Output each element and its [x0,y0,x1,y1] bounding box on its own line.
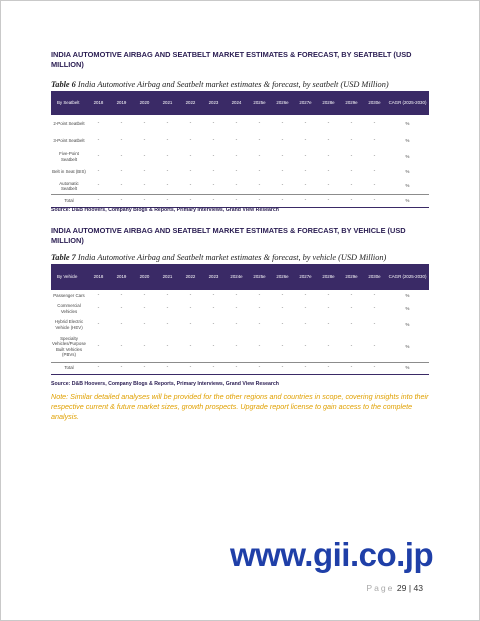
cagr-cell: % [405,343,410,349]
value-cell: - [271,194,294,207]
value-cell: - [340,362,363,374]
page-footer [366,583,423,594]
column-header-year: 2022 [179,91,202,115]
value-cell: - [166,305,169,312]
column-header-year: 2030e [363,264,386,290]
cagr-cell: % [386,362,429,374]
value-cell: - [166,292,169,299]
row-label: Belt in Seat (BIS) [52,168,86,174]
source-note-seatbelt: Source: D&B Hoovers, Company Blogs & Reports, Primary Interviews, Grand View Research [51,207,279,213]
row-label: Total [51,362,87,374]
table-caption-text: India Automotive Airbag and Seatbelt market estimates & forecast, by seatbelt (USD Million) [75,80,389,89]
value-cell: - [212,292,215,299]
value-cell: - [110,362,133,374]
value-cell: - [225,194,248,207]
column-header-year: 2021 [156,91,179,115]
value-cell: - [235,152,238,159]
table-caption-text: India Automotive Airbag and Seatbelt market estimates & forecast, by vehicle (USD Million) [75,253,387,262]
value-cell: - [97,342,100,349]
table-row [51,149,429,164]
value-cell: - [373,182,376,189]
value-cell: - [212,320,215,327]
value-cell: - [281,320,284,327]
value-cell: - [166,120,169,127]
column-header-year: 2022 [179,264,202,290]
value-cell: - [179,194,202,207]
gii-watermark-logo: www.gii.co.jp [230,536,434,573]
table-row [51,132,429,149]
value-cell: - [281,305,284,312]
column-header-year: 2018 [87,91,110,115]
column-header-year: 2026e [271,264,294,290]
value-cell: - [166,342,169,349]
value-cell: - [189,136,192,143]
value-cell: - [235,167,238,174]
total-pages: 43 [413,583,423,593]
value-cell: - [235,292,238,299]
value-cell: - [120,152,123,159]
value-cell: - [120,305,123,312]
value-cell: - [133,362,156,374]
value-cell: - [350,320,353,327]
value-cell: - [258,320,261,327]
table-row [51,179,429,194]
table-number: Table 6 [51,80,76,89]
value-cell: - [363,362,386,374]
value-cell: - [304,342,307,349]
value-cell: - [143,182,146,189]
value-cell: - [189,305,192,312]
value-cell: - [304,136,307,143]
column-header-segment: By Seatbelt [51,91,87,115]
value-cell: - [258,136,261,143]
value-cell: - [327,152,330,159]
value-cell: - [120,320,123,327]
column-header-year: 2027e [294,264,317,290]
value-cell: - [97,136,100,143]
row-label: Commercial Vehicles [57,303,81,314]
value-cell: - [304,152,307,159]
column-header-year: 2020 [133,91,156,115]
value-cell: - [120,342,123,349]
value-cell: - [143,152,146,159]
column-header-year: 2024 [225,91,248,115]
table-number: Table 7 [51,253,76,262]
table-total-row [51,194,429,207]
value-cell: - [235,342,238,349]
column-header-year: 2026e [271,91,294,115]
row-label: Five-Point Seatbelt [59,150,79,162]
column-header-year: 2023 [202,91,225,115]
table-row [51,332,429,362]
page-separator: | [408,583,412,593]
value-cell: - [340,194,363,207]
cagr-cell: % [386,194,429,207]
value-cell: - [97,292,100,299]
column-header-year: 2019 [110,264,133,290]
value-cell: - [281,342,284,349]
column-header-year: 2019 [110,91,133,115]
row-label: Passenger Cars [53,293,85,299]
value-cell: - [166,182,169,189]
value-cell: - [350,136,353,143]
value-cell: - [258,120,261,127]
value-cell: - [258,305,261,312]
column-header-cagr: CAGR (2025-2030) [386,91,429,115]
value-cell: - [212,305,215,312]
value-cell: - [373,152,376,159]
column-header-year: 2024e [225,264,248,290]
value-cell: - [166,167,169,174]
vehicle-estimates-table [51,264,429,375]
upgrade-license-note: Note: Similar detailed analyses will be provided for the other regions and countries in scope, covering insights into their respective current & future market sizes, growth prospects. Upgrade report license to gain access to the complete analysis. [51,392,429,422]
value-cell: - [189,292,192,299]
column-header-year: 2021 [156,264,179,290]
column-header-year: 2029e [340,91,363,115]
table-row [51,317,429,332]
value-cell: - [304,120,307,127]
value-cell: - [327,292,330,299]
value-cell: - [350,120,353,127]
value-cell: - [235,182,238,189]
value-cell: - [317,362,340,374]
column-header-year: 2018 [87,264,110,290]
value-cell: - [212,120,215,127]
value-cell: - [350,152,353,159]
table-caption-seatbelt [51,80,446,90]
value-cell: - [143,305,146,312]
value-cell: - [97,152,100,159]
value-cell: - [212,182,215,189]
value-cell: - [258,152,261,159]
value-cell: - [235,320,238,327]
value-cell: - [281,167,284,174]
column-header-year: 2027e [294,91,317,115]
value-cell: - [225,362,248,374]
value-cell: - [327,320,330,327]
value-cell: - [327,305,330,312]
value-cell: - [281,136,284,143]
value-cell: - [143,320,146,327]
value-cell: - [294,194,317,207]
value-cell: - [212,136,215,143]
value-cell: - [363,194,386,207]
value-cell: - [281,292,284,299]
value-cell: - [166,320,169,327]
value-cell: - [373,167,376,174]
value-cell: - [281,182,284,189]
value-cell: - [143,120,146,127]
value-cell: - [133,194,156,207]
value-cell: - [202,194,225,207]
cagr-cell: % [405,183,410,189]
value-cell: - [97,320,100,327]
value-cell: - [189,182,192,189]
value-cell: - [143,292,146,299]
value-cell: - [156,362,179,374]
value-cell: - [212,342,215,349]
section-heading-vehicle: INDIA AUTOMOTIVE AIRBAG AND SEATBELT MARKET ESTIMATES & FORECAST, BY VEHICLE (USD MILLION) [51,226,406,245]
value-cell: - [373,320,376,327]
cagr-cell: % [405,153,410,159]
value-cell: - [87,194,110,207]
table-row [51,115,429,132]
column-header-segment: By Vehicle [51,264,87,290]
table-row [51,164,429,179]
value-cell: - [281,152,284,159]
table-row [51,290,429,301]
value-cell: - [258,342,261,349]
value-cell: - [373,136,376,143]
column-header-year: 2020 [133,264,156,290]
value-cell: - [166,136,169,143]
value-cell: - [304,305,307,312]
value-cell: - [189,320,192,327]
column-header-cagr: CAGR (2025-2030) [386,264,429,290]
value-cell: - [235,120,238,127]
value-cell: - [317,194,340,207]
value-cell: - [327,342,330,349]
value-cell: - [97,305,100,312]
value-cell: - [189,167,192,174]
column-header-year: 2029e [340,264,363,290]
column-header-year: 2028e [317,91,340,115]
value-cell: - [350,167,353,174]
seatbelt-estimates-table [51,91,429,208]
value-cell: - [327,136,330,143]
value-cell: - [304,320,307,327]
value-cell: - [202,362,225,374]
table-caption-vehicle [51,253,446,263]
cagr-cell: % [405,137,410,143]
cagr-cell: % [405,121,410,127]
value-cell: - [97,182,100,189]
value-cell: - [97,167,100,174]
value-cell: - [87,362,110,374]
value-cell: - [304,167,307,174]
page-number: 29 [396,583,407,593]
column-header-year: 2030e [363,91,386,115]
value-cell: - [179,362,202,374]
value-cell: - [258,182,261,189]
page-label: Page [366,583,395,593]
value-cell: - [258,292,261,299]
value-cell: - [258,167,261,174]
value-cell: - [143,342,146,349]
value-cell: - [350,182,353,189]
column-header-year: 2028e [317,264,340,290]
row-label: Total [51,194,87,207]
row-label: 3-Point Seatbelt [53,137,85,143]
column-header-year: 2025e [248,264,271,290]
value-cell: - [350,305,353,312]
value-cell: - [235,136,238,143]
value-cell: - [212,167,215,174]
cagr-cell: % [405,168,410,174]
value-cell: - [294,362,317,374]
value-cell: - [373,342,376,349]
value-cell: - [248,194,271,207]
value-cell: - [271,362,294,374]
value-cell: - [327,182,330,189]
cagr-cell: % [405,293,410,299]
row-label: 2-Point Seatbelt [53,121,85,127]
section-heading-seatbelt: INDIA AUTOMOTIVE AIRBAG AND SEATBELT MARKET ESTIMATES & FORECAST, BY SEATBELT (USD MILLION) [51,50,412,69]
column-header-year: 2023 [202,264,225,290]
source-note-vehicle: Source: D&B Hoovers, Company Blogs & Reports, Primary Interviews, Grand View Research [51,381,279,387]
value-cell: - [373,120,376,127]
value-cell: - [189,342,192,349]
value-cell: - [120,292,123,299]
row-label: Specialty Vehicles/Purpose Built Vehicles (PBVs) [52,335,86,358]
value-cell: - [350,292,353,299]
value-cell: - [304,182,307,189]
value-cell: - [110,194,133,207]
value-cell: - [156,194,179,207]
value-cell: - [120,167,123,174]
cagr-cell: % [405,306,410,312]
value-cell: - [373,305,376,312]
value-cell: - [248,362,271,374]
column-header-year: 2025e [248,91,271,115]
value-cell: - [97,120,100,127]
value-cell: - [120,120,123,127]
value-cell: - [373,292,376,299]
value-cell: - [327,167,330,174]
row-label: Hybrid Electric Vehicle (HEV) [54,318,84,330]
value-cell: - [166,152,169,159]
value-cell: - [143,136,146,143]
value-cell: - [189,152,192,159]
value-cell: - [143,167,146,174]
value-cell: - [327,120,330,127]
table-total-row [51,362,429,374]
cagr-cell: % [405,321,410,327]
value-cell: - [350,342,353,349]
value-cell: - [235,305,238,312]
value-cell: - [120,136,123,143]
row-label: Automatic Seatbelt [59,180,79,192]
value-cell: - [304,292,307,299]
value-cell: - [281,120,284,127]
value-cell: - [212,152,215,159]
value-cell: - [189,120,192,127]
table-row [51,301,429,317]
value-cell: - [120,182,123,189]
